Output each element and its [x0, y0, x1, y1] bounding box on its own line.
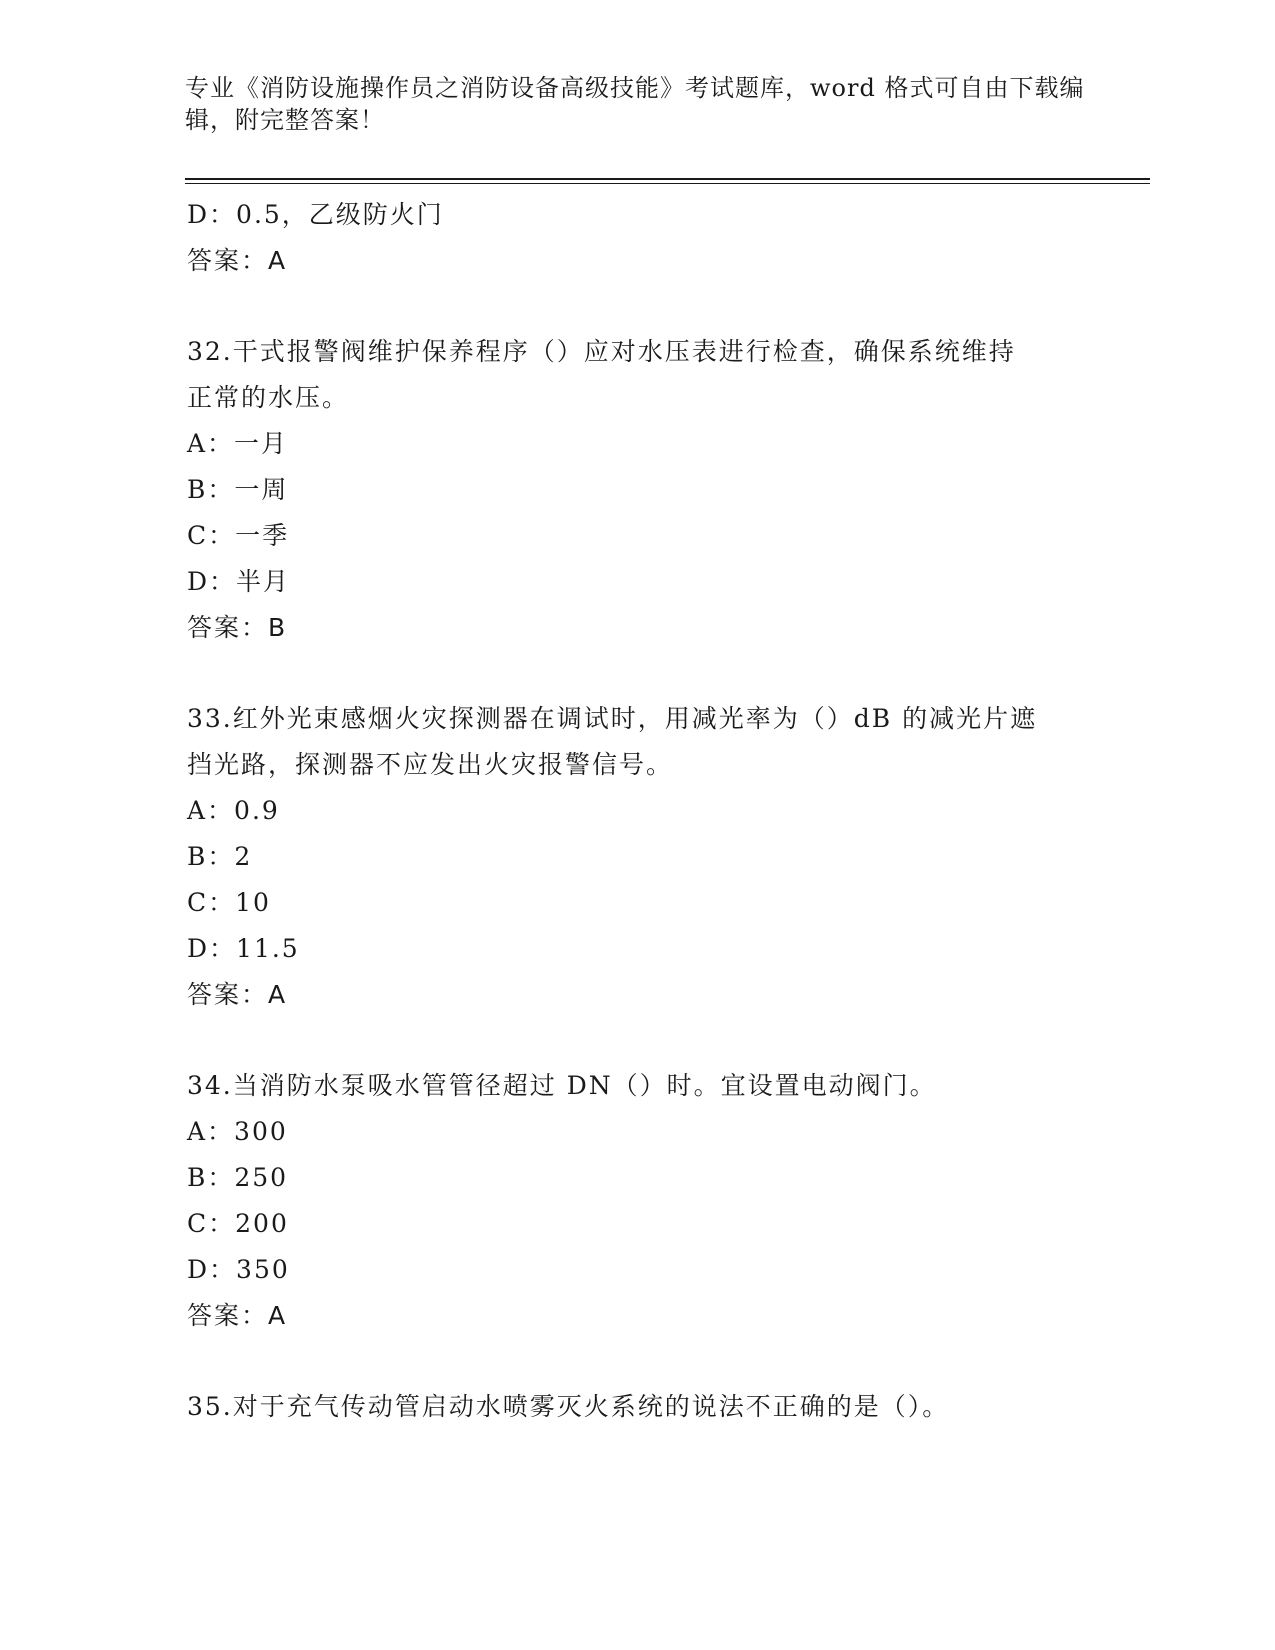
- option-b: B：250: [187, 1163, 289, 1192]
- question-spacer: [187, 284, 1087, 329]
- question-spacer: [187, 651, 1087, 696]
- question-text: 33.红外光束感烟火灾探测器在调试时，用减光率为（）dB 的减光片遮: [187, 704, 1038, 733]
- question-text: 34.当消防水泵吸水管管径超过 DN（）时。宜设置电动阀门。: [187, 1071, 937, 1100]
- question-block: [187, 1384, 1087, 1430]
- header-divider-thick: [185, 178, 1150, 180]
- option-d: D：350: [187, 1255, 290, 1284]
- document-header: [185, 72, 1085, 136]
- option-c: C：200: [187, 1209, 289, 1238]
- question-block: [187, 329, 1087, 651]
- answer-line: 答案：A: [187, 246, 288, 275]
- header-line-2: 辑，附完整答案！: [185, 106, 385, 134]
- question-text: 正常的水压。: [187, 383, 350, 412]
- answer-line: 答案：A: [187, 1301, 288, 1330]
- option-a: A：0.9: [187, 796, 280, 825]
- option-a: A：一月: [187, 429, 289, 458]
- option-d: D：0.5，乙级防火门: [187, 200, 444, 229]
- header-line-1: 专业《消防设施操作员之消防设备高级技能》考试题库，word 格式可自由下载编: [185, 74, 1085, 102]
- question-spacer: [187, 1339, 1087, 1384]
- question-text: 32.干式报警阀维护保养程序（）应对水压表进行检查，确保系统维持: [187, 337, 1016, 366]
- answer-line: 答案：A: [187, 980, 288, 1009]
- document-body: [187, 192, 1087, 1430]
- option-b: B：2: [187, 842, 253, 871]
- option-b: B：一周: [187, 475, 289, 504]
- option-a: A：300: [187, 1117, 288, 1146]
- question-block: [187, 1063, 1087, 1339]
- option-d: D：半月: [187, 567, 291, 596]
- option-d: D：11.5: [187, 934, 300, 963]
- header-divider-thin: [185, 183, 1150, 184]
- question-text: 35.对于充气传动管启动水喷雾灭火系统的说法不正确的是（）。: [187, 1392, 950, 1421]
- option-c: C：10: [187, 888, 271, 917]
- answer-line: 答案：B: [187, 613, 288, 642]
- question-text: 挡光路，探测器不应发出火灾报警信号。: [187, 750, 674, 779]
- question-block: [187, 696, 1087, 1018]
- option-c: C：一季: [187, 521, 290, 550]
- question-spacer: [187, 1018, 1087, 1063]
